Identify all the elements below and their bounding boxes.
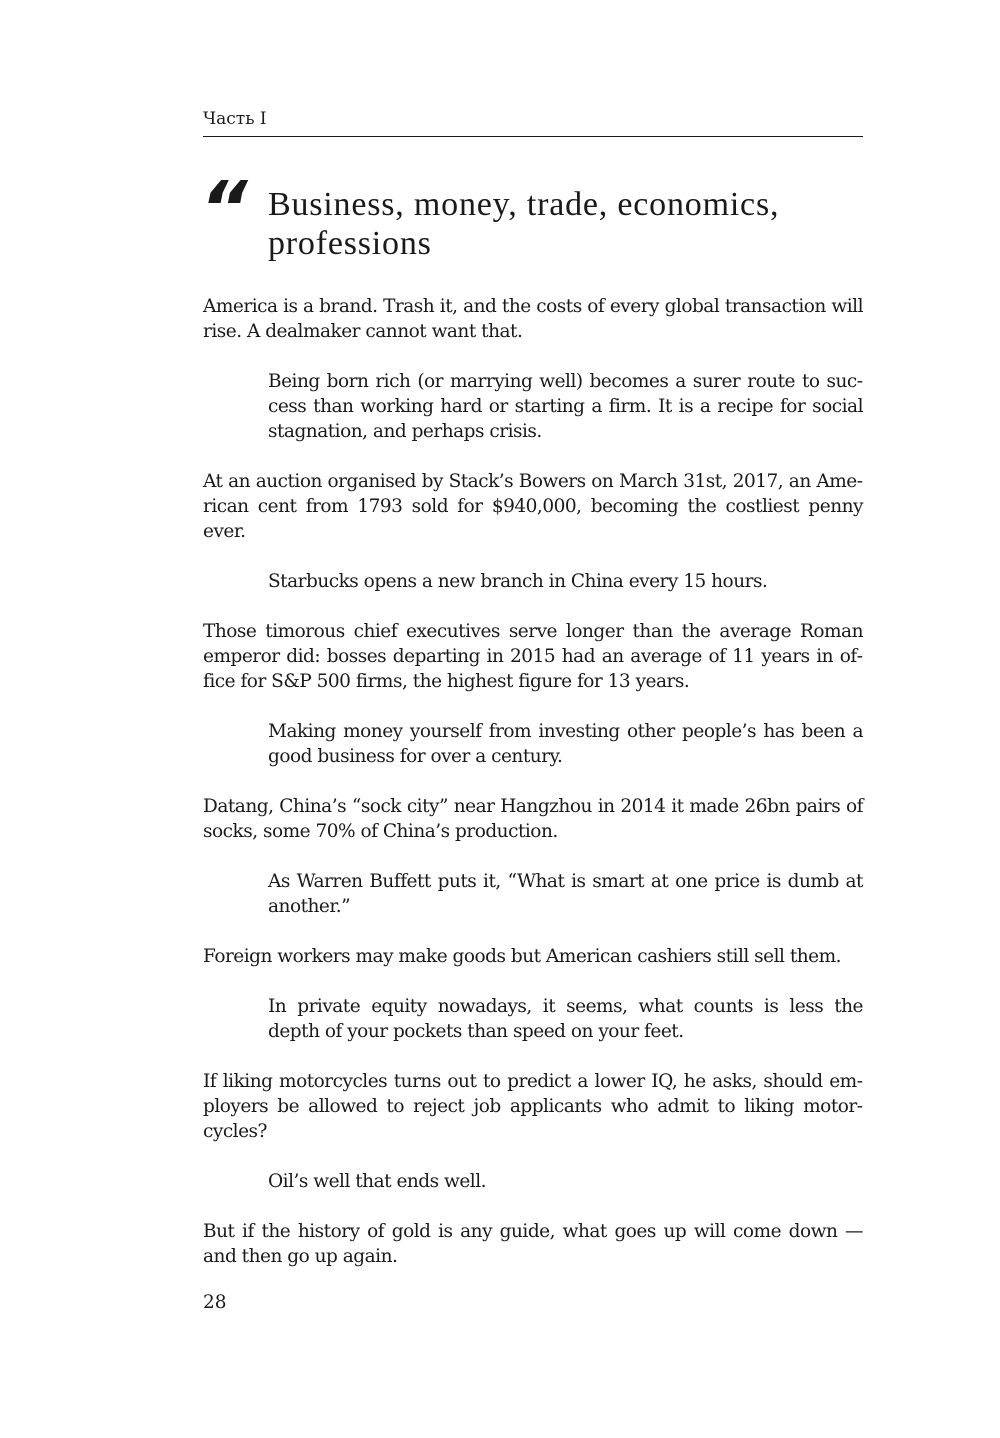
quote-paragraph-indented: Making money yourself from investing other people’s has been a good business for over a century. [268,721,863,767]
quote-paragraph: If liking motorcycles turns out to predict a lower IQ, he asks, should employers be allowed to reject job applicants who admit to liking motorcycles? [203,1071,863,1142]
page-number: 28 [203,1292,227,1313]
quote-paragraph-indented: Starbucks opens a new branch in China every 15 hours. [268,571,768,592]
quote-paragraph-indented: Being born rich (or marrying well) becomes a surer route to success than working hard or starting a firm. It is a recipe for social stagnation, and perhaps crisis. [268,371,863,442]
header-rule [203,136,863,137]
quote-paragraph-indented: As Warren Buffett puts it, “What is smart at one price is dumb at another.” [268,871,863,917]
quote-paragraph: But if the history of gold is any guide, what goes up will come down — and then go up again. [203,1221,863,1267]
quote-paragraph-indented: In private equity nowadays, it seems, what counts is less the depth of your pockets than speed on your feet. [268,996,863,1042]
chapter-title: Business, money, trade, economics, professions [268,186,780,262]
quote-paragraph: America is a brand. Trash it, and the costs of every global transaction will rise. A dealmaker cannot want that. [203,296,863,342]
quote-paragraph: Foreign workers may make goods but American cashiers still sell them. [203,946,842,967]
quote-paragraph-indented: Oil’s well that ends well. [268,1171,487,1192]
quote-paragraph: At an auction organised by Stack’s Bowers on March 31st, 2017, an American cent from 1793 sold for $940,000, becoming the costliest penny ever. [203,471,863,542]
quote-paragraph: Datang, China’s “sock city” near Hangzhou in 2014 it made 26bn pairs of socks, some 70% of China’s production. [203,796,863,842]
running-head: Часть I [203,109,267,129]
quote-paragraph: Those timorous chief executives serve longer than the average Roman emperor did: bosses departing in 2015 had an average of 11 years in office for S&P 500 firms, the highest figure for 13 years. [203,621,863,692]
quotes-body [203,294,863,1294]
quote-mark-icon: “ [200,166,244,252]
